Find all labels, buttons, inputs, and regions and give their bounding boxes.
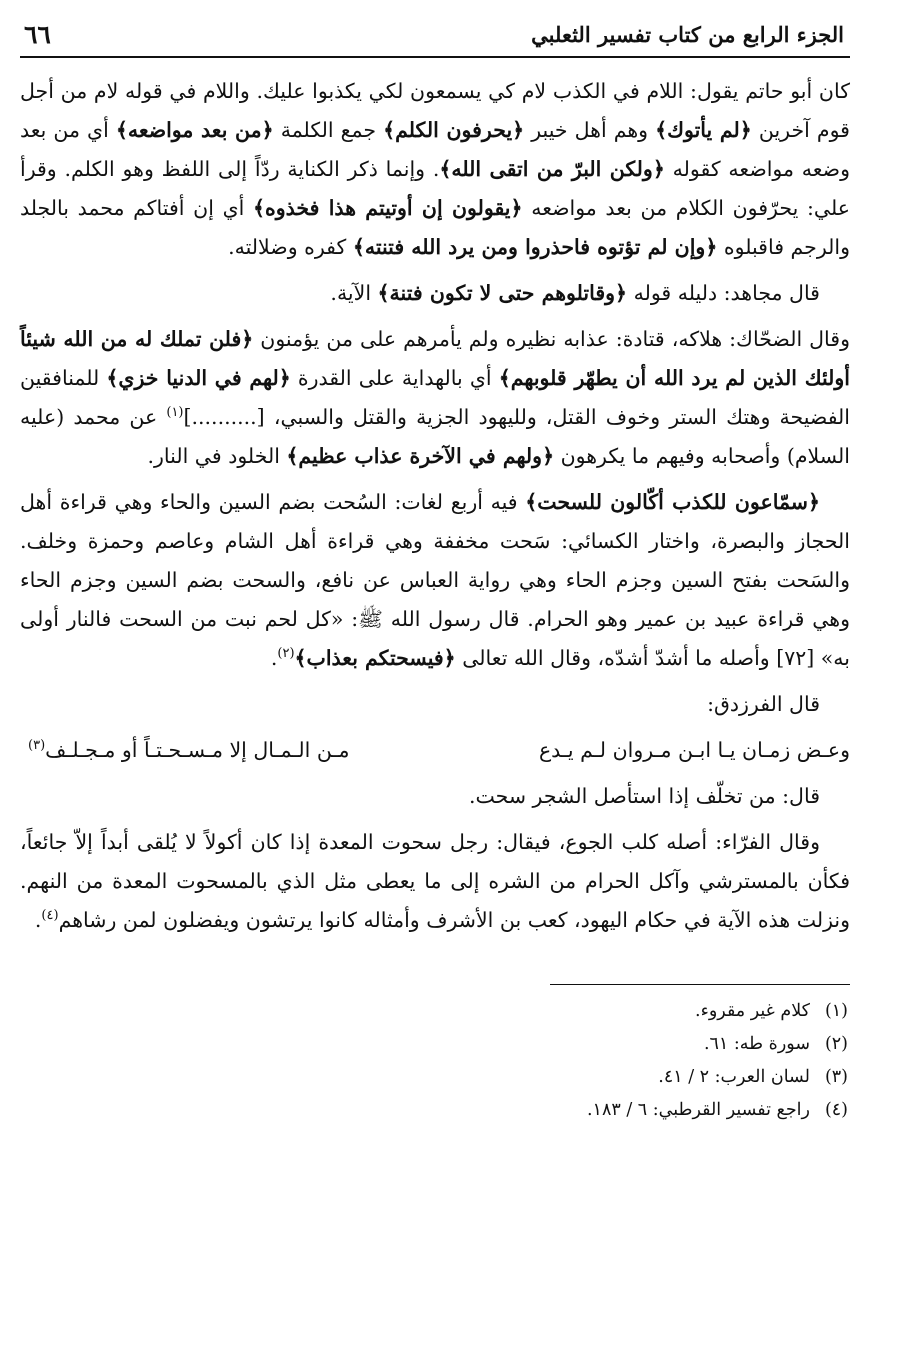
text-run: وقال الضحّاك: هلاكه، قتادة: عذابه نظيره ولم يأمرهم على من يؤمنون <box>253 327 850 351</box>
text-run: وهم أهل خيبر <box>524 118 656 142</box>
paragraph-3 <box>20 320 850 476</box>
paragraph-7 <box>20 823 850 940</box>
running-title: الجزء الرابع من كتاب تفسير الثعلبي <box>531 21 844 47</box>
page-number: ٦٦ <box>24 19 51 49</box>
book-page <box>20 12 850 1342</box>
text-run: أي إن أفتاكم محمد بالجلد والرجم فاقبلوه <box>20 196 850 259</box>
text-run: وقال الفرّاء: أصله كلب الجوع، فيقال: رجل سحوت المعدة إذا كان أكولاً لا يُلقى أبداً إلاّ جائعاً، فكأن بالمسترشي وآكل الحرام من الشره إلى ما يعطى مثل الذي بالمسحوت المعدة من النهم. ونزلت هذه الآية في حكام اليهود، كعب بن الأشرف وأمثاله كانوا يرتشون ويفضلون لمن رشاهم <box>20 830 850 932</box>
footnote-item: (٣) لسان العرب: ٢ / ٤١. <box>658 1067 848 1087</box>
quran-quote: ﴿ولهم في الآخرة عذاب عظيم﴾ <box>286 444 555 468</box>
text-run: . <box>270 646 278 670</box>
footnote-mark: (٣) <box>28 738 46 754</box>
quran-quote: ﴿وقاتلوهم حتى لا تكون فتنة﴾ <box>377 281 628 305</box>
footnote-divider <box>550 984 850 985</box>
text-run: عن محمد (عليه السلام) وأصحابه وفيهم ما يكرهون <box>20 405 850 468</box>
quran-quote: ﴿لهم في الدنيا خزي﴾ <box>106 366 291 390</box>
text-run: أي بالهداية على القدرة <box>290 366 499 390</box>
quran-quote: ﴿فيسحتكم بعذاب﴾ <box>294 646 456 670</box>
text-run: الآية. <box>330 281 378 305</box>
footnote-mark: (١) <box>166 405 184 421</box>
paragraph-4 <box>20 483 850 678</box>
text-run: كان أبو حاتم يقول: اللام في الكذب لام كي يسمعون لكي يكذبوا عليك. واللام في قوله لام من أجل قوم آخرين <box>20 79 850 142</box>
poetry-verse <box>20 731 850 770</box>
verse-second-half: مـن الـمـال إلا مـسـحـتـاً أو مـجـلـف$^{(٣)}$ <box>28 738 350 762</box>
text-run: الخلود في النار. <box>147 444 287 468</box>
footnote-mark: (٢) <box>277 646 295 662</box>
text-run: جمع الكلمة <box>273 118 384 142</box>
text-run: للمنافقين الفضيحة وهتك الستر وخوف القتل، ولليهود الجزية والقتل والسبي، [..........] <box>20 366 851 429</box>
quran-quote: ﴿لم يأتوك﴾ <box>655 118 752 142</box>
paragraph-6: قال: من تخلّف إذا استأصل الشجر سحت. <box>468 784 820 808</box>
text-run: كفره وضلالته. <box>228 235 353 259</box>
quran-quote: ﴿ولكن البرّ من اتقى الله﴾ <box>439 157 665 181</box>
footnote-item: (٤) راجع تفسير القرطبي: ٦ / ١٨٣. <box>586 1100 848 1120</box>
quran-quote: ﴿سمّاعون للكذب أكّالون للسحت﴾ <box>525 490 821 514</box>
quran-quote: ﴿وإن لم تؤتوه فاحذروا ومن يرد الله فتنته﴾ <box>352 235 718 259</box>
footnote-item: (١) كلام غير مقروء. <box>695 1001 848 1021</box>
quran-quote: ﴿من بعد مواضعه﴾ <box>115 118 274 142</box>
text-run: فيه أربع لغات: السُحت بضم السين والحاء وهي قراءة أهل الحجاز والبصرة، واختار الكسائي: سَحت مخففة وهي قراءة أهل الشام وعاصم وحمزة وخلف. والسَحت بفتح السين وجزم الحاء وهي رواية العباس عن نافع، والسحت بضم السين وجزم الحاء وهي قراءة عبيد بن عمير وهو الحرام. قال رسول الله ﷺ: «كل لحم نبت من السحت فالنار أولى به» [٧٢] وأصله ما أشدّ أشدّه، وقال الله تعالى <box>20 490 850 670</box>
quran-quote: ﴿فلن تملك له من الله شيئاً أولئك الذين لم يرد الله أن يطهّر قلوبهم﴾ <box>20 327 850 390</box>
text-run: . وإنما ذكر الكناية ردّاً إلى اللفظ وهو الكلم. وقرأ علي: يحرّفون الكلام من بعد مواضعه <box>20 157 850 220</box>
verse-first-half: وعـض زمـان يـا ابـن مـروان لـم يـدع <box>538 738 850 762</box>
footnote-mark: (٤) <box>41 908 59 924</box>
running-head <box>20 12 850 58</box>
paragraph-2 <box>20 274 850 313</box>
footnotes-list <box>20 995 850 1127</box>
body-text <box>20 58 850 940</box>
footnote-item: (٢) سورة طه: ٦١. <box>703 1034 848 1054</box>
paragraph-5: قال الفرزدق: <box>707 692 820 716</box>
quran-quote: ﴿يحرفون الكلم﴾ <box>383 118 525 142</box>
text-run: قال مجاهد: دليله قوله <box>627 281 820 305</box>
paragraph-1 <box>20 72 850 267</box>
text-run: أي من بعد وضعه مواضعه كقوله <box>20 118 850 181</box>
quran-quote: ﴿يقولون إن أوتيتم هذا فخذوه﴾ <box>253 196 523 220</box>
text-run: . <box>34 908 42 932</box>
